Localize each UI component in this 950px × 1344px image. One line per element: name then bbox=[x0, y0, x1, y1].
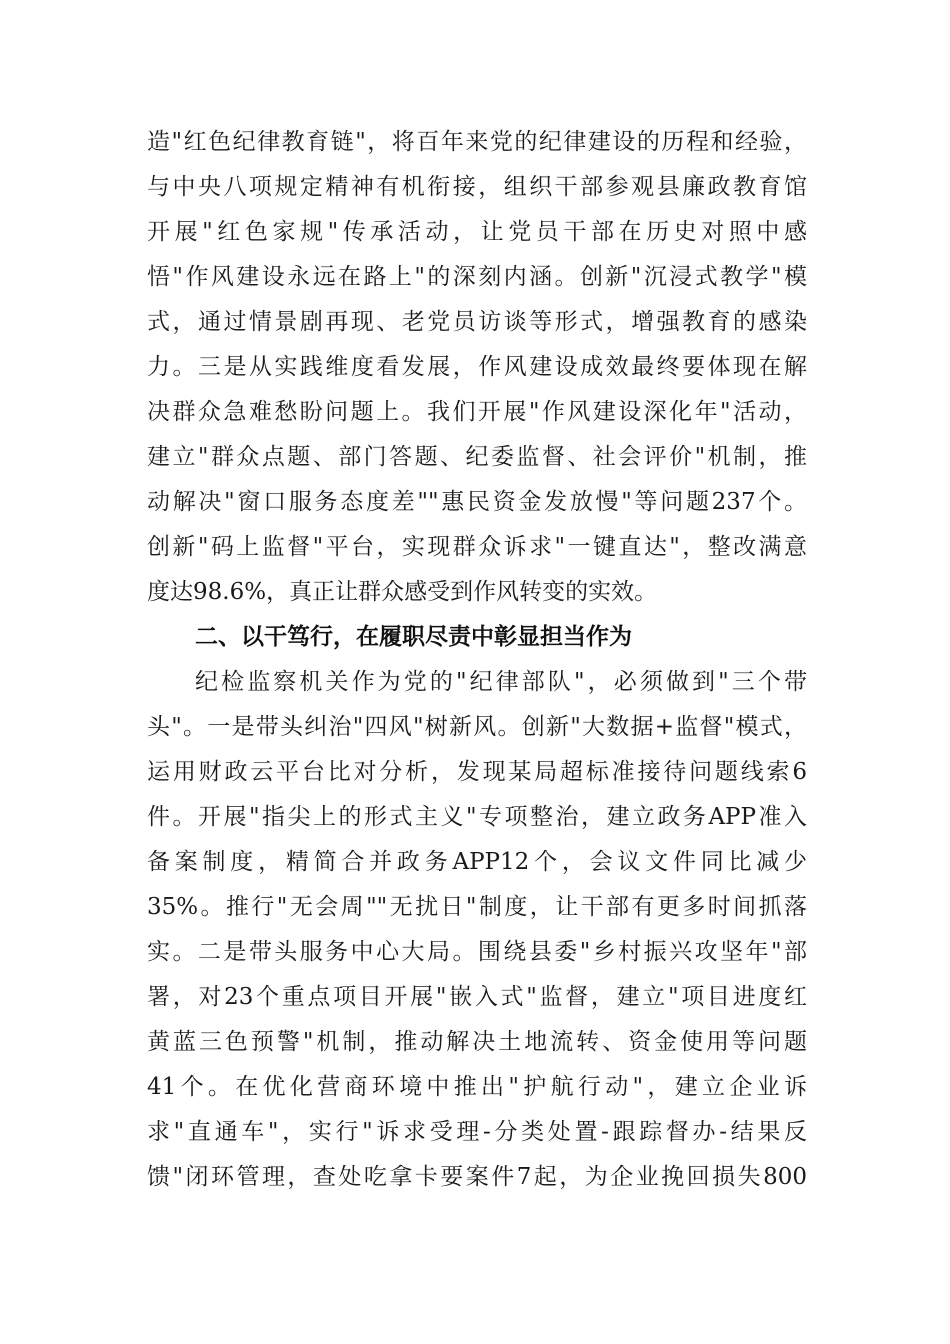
body-text-line: 与中央八项规定精神有机衔接，组织干部参观县廉政教育馆 bbox=[147, 174, 807, 200]
body-text-line: 开展"红色家规"传承活动，让党员干部在历史对照中感 bbox=[147, 219, 807, 245]
section-heading: 二、以干笃行，在履职尽责中彰显担当作为 bbox=[195, 624, 632, 650]
body-text-line: 署，对23个重点项目开展"嵌入式"监督，建立"项目进度红 bbox=[147, 984, 807, 1010]
body-text-line: 馈"闭环管理，查处吃拿卡要案件7起，为企业挽回损失800 bbox=[147, 1164, 807, 1190]
body-text-line: 建立"群众点题、部门答题、纪委监督、社会评价"机制，推 bbox=[147, 444, 807, 470]
body-text-line: 度达98.6%，真正让群众感受到作风转变的实效。 bbox=[147, 579, 658, 605]
body-text-line: 备案制度，精简合并政务APP12个，会议文件同比减少 bbox=[147, 849, 807, 875]
body-text-line: 动解决"窗口服务态度差""惠民资金发放慢"等问题237个。 bbox=[147, 489, 807, 515]
body-text-line: 运用财政云平台比对分析，发现某局超标准接待问题线索6 bbox=[147, 759, 807, 785]
body-text-line: 力。三是从实践维度看发展，作风建设成效最终要体现在解 bbox=[147, 354, 807, 380]
body-text-line: 实。二是带头服务中心大局。围绕县委"乡村振兴攻坚年"部 bbox=[147, 939, 807, 965]
body-text-line: 悟"作风建设永远在路上"的深刻内涵。创新"沉浸式教学"模 bbox=[147, 264, 807, 290]
body-text-line: 41个。在优化营商环境中推出"护航行动"，建立企业诉 bbox=[147, 1074, 807, 1100]
body-text-line: 创新"码上监督"平台，实现群众诉求"一键直达"，整改满意 bbox=[147, 534, 807, 560]
body-text-line: 件。开展"指尖上的形式主义"专项整治，建立政务APP准入 bbox=[147, 804, 807, 830]
body-text-line: 头"。一是带头纠治"四风"树新风。创新"大数据+监督"模式， bbox=[147, 714, 807, 740]
body-text-line: 黄蓝三色预警"机制，推动解决土地流转、资金使用等问题 bbox=[147, 1029, 807, 1055]
body-text-line: 35%。推行"无会周""无扰日"制度，让干部有更多时间抓落 bbox=[147, 894, 807, 920]
body-text-line: 决群众急难愁盼问题上。我们开展"作风建设深化年"活动， bbox=[147, 399, 807, 425]
body-text-line: 式，通过情景剧再现、老党员访谈等形式，增强教育的感染 bbox=[147, 309, 807, 335]
body-text-line: 纪检监察机关作为党的"纪律部队"，必须做到"三个带 bbox=[195, 669, 807, 695]
body-text-line: 求"直通车"，实行"诉求受理-分类处置-跟踪督办-结果反 bbox=[147, 1119, 807, 1145]
body-text-line: 造"红色纪律教育链"，将百年来党的纪律建设的历程和经验， bbox=[147, 129, 807, 155]
